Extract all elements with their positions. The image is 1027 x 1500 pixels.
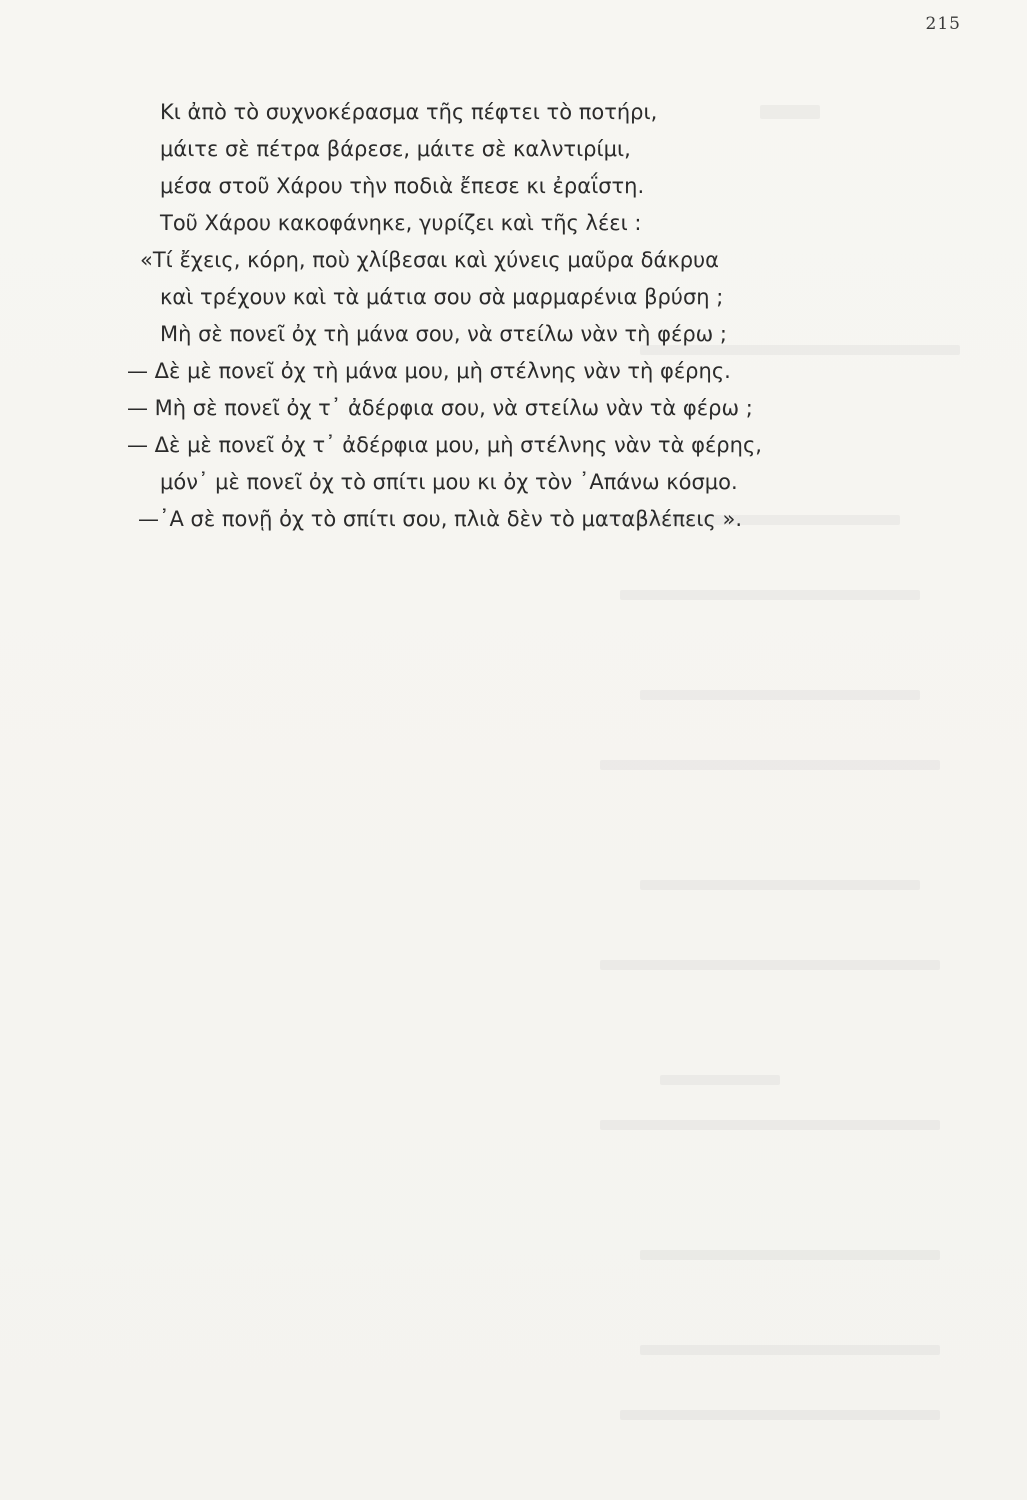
poem-line: καὶ τρέχουν καὶ τὰ μάτια σου σὰ μαρμαρένια βρύση ;	[160, 285, 724, 309]
bleed-through	[640, 880, 920, 890]
bleed-through	[640, 690, 920, 700]
poem-line: — Μὴ σὲ πονεῖ ὀχ τ᾿ ἀδέρφια σου, νὰ στείλω νὰν τὰ φέρω ;	[127, 396, 753, 420]
poem-line: Κι ἀπὸ τὸ συχνοκέρασμα τῆς πέφτει τὸ ποτήρι,	[160, 100, 658, 124]
bleed-through	[620, 590, 920, 600]
poem-line: μέσα στοῦ Χάρου τὴν ποδιὰ ἔπεσε κι ἐραΐστη.	[160, 174, 645, 198]
bleed-through	[640, 1345, 940, 1355]
poem-text	[0, 94, 1027, 538]
bleed-through	[640, 1250, 940, 1260]
poem-line: — Δὲ μὲ πονεῖ ὀχ τ᾿ ἀδέρφια μου, μὴ στέλνης νὰν τὰ φέρης,	[127, 433, 762, 457]
poem-line: —᾿Α σὲ πονῇ ὀχ τὸ σπίτι σου, πλιὰ δὲν τὸ ματαβλέπεις ».	[138, 507, 743, 531]
poem-line: Τοῦ Χάρου κακοφάνηκε, γυρίζει καὶ τῆς λέει :	[160, 211, 642, 235]
poem-line: μάιτε σὲ πέτρα βάρεσε, μάιτε σὲ καλντιρίμι,	[160, 137, 631, 161]
poem-line: μόν᾿ μὲ πονεῖ ὀχ τὸ σπίτι μου κι ὀχ τὸν ᾿Απάνω κόσμο.	[160, 470, 738, 494]
poem-line: Μὴ σὲ πονεῖ ὀχ τὴ μάνα σου, νὰ στείλω νὰν τὴ φέρω ;	[160, 322, 728, 346]
poem-line: — Δὲ μὲ πονεῖ ὀχ τὴ μάνα μου, μὴ στέλνης νὰν τὴ φέρης.	[127, 359, 731, 383]
bleed-through	[600, 960, 940, 970]
poem-line: «Τί ἔχεις, κόρη, ποὺ χλίβεσαι καὶ χύνεις μαῦρα δάκρυα	[140, 248, 720, 272]
bleed-through	[620, 1410, 940, 1420]
bleed-through	[600, 1120, 940, 1130]
bleed-through	[660, 1075, 780, 1085]
bleed-through	[600, 760, 940, 770]
page-number: 215	[925, 14, 961, 34]
